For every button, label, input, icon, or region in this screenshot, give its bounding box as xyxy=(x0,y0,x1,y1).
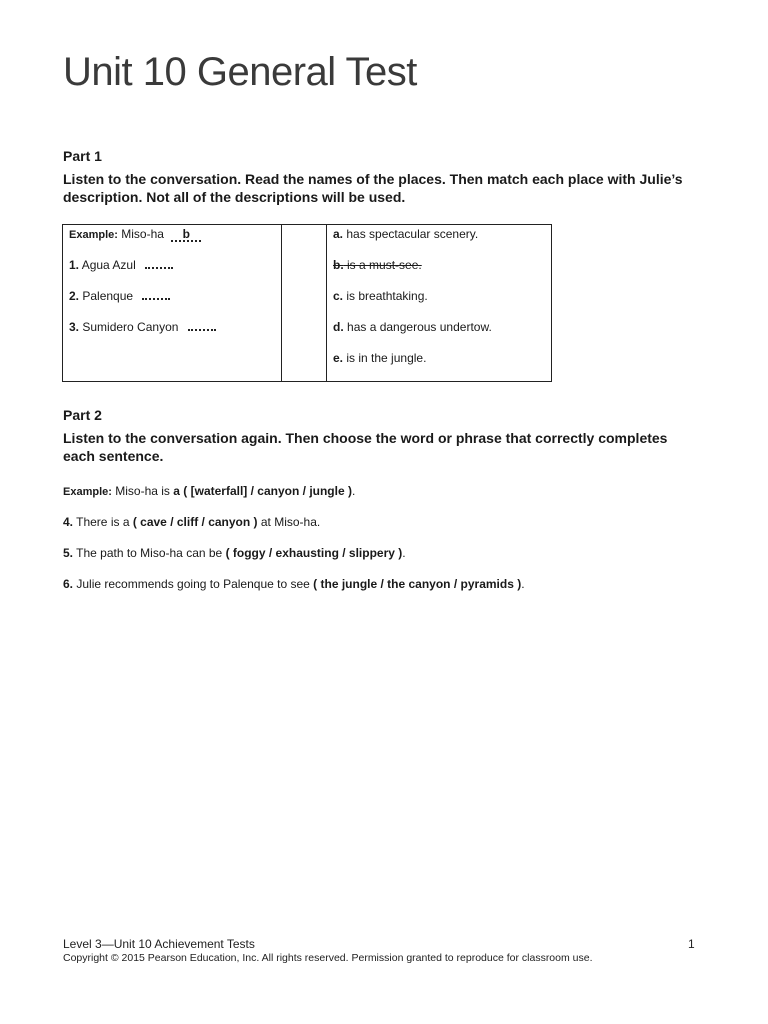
question-number: 5. xyxy=(63,546,74,560)
question-6 xyxy=(63,577,525,591)
answer-blank[interactable] xyxy=(188,319,216,331)
matching-table xyxy=(62,224,552,382)
place-row xyxy=(63,257,281,288)
description-row xyxy=(327,319,551,350)
place-number: 3. xyxy=(69,320,80,334)
place-row xyxy=(63,319,281,350)
example-sentence xyxy=(63,484,355,498)
place-name: Sumidero Canyon xyxy=(82,320,179,334)
description-letter: e. xyxy=(333,351,344,365)
answer-blank[interactable] xyxy=(142,288,170,300)
footer-copyright: Copyright © 2015 Pearson Education, Inc. All rights reserved. Permission granted to reproduce for classroom use. xyxy=(63,952,593,964)
example-label: Example: xyxy=(69,229,118,241)
description-row xyxy=(327,350,551,381)
sentence-end: at Miso-ha. xyxy=(257,515,321,529)
places-column xyxy=(63,225,282,382)
example-answer: b xyxy=(171,228,201,242)
sentence-end: . xyxy=(351,484,356,498)
spacer-column xyxy=(282,225,327,382)
description-letter: c. xyxy=(333,289,344,303)
part2-heading: Part 2 xyxy=(63,407,102,423)
description-text: is breathtaking. xyxy=(346,289,428,303)
description-row-used xyxy=(327,257,551,288)
place-row xyxy=(63,288,281,319)
sentence-text: Miso-ha is xyxy=(111,484,174,498)
sentence-end: . xyxy=(521,577,525,591)
description-text: has spectacular scenery. xyxy=(346,227,479,241)
part2-instructions: Listen to the conversation again. Then choose the word or phrase that correctly completes each sentence. xyxy=(63,430,668,464)
part1-instructions: Listen to the conversation. Read the names of the places. Then match each place with Julie’s description. Not all of the descriptions will be used. xyxy=(63,171,683,205)
description-text: is a must-see. xyxy=(347,258,422,272)
page-title: Unit 10 General Test xyxy=(63,50,417,94)
question-number: 6. xyxy=(63,577,74,591)
description-letter: d. xyxy=(333,320,344,334)
page-number: 1 xyxy=(688,937,695,951)
sentence-end: . xyxy=(402,546,406,560)
example-label: Example: xyxy=(63,486,112,498)
sentence-text: There is a xyxy=(73,515,133,529)
place-number: 1. xyxy=(69,258,80,272)
footer-test-name: Level 3—Unit 10 Achievement Tests xyxy=(63,937,255,951)
description-row xyxy=(327,225,551,257)
part1-heading: Part 1 xyxy=(63,148,102,164)
sentence-choices[interactable]: ( foggy / exhausting / slippery ) xyxy=(225,546,403,560)
question-5 xyxy=(63,546,406,560)
question-4 xyxy=(63,515,320,529)
description-row xyxy=(327,288,551,319)
sentence-choices: a ( [waterfall] / canyon / jungle ) xyxy=(173,484,352,498)
description-text: has a dangerous undertow. xyxy=(347,320,492,334)
example-place: Miso-ha xyxy=(121,227,164,241)
descriptions-column xyxy=(327,225,552,382)
sentence-choices[interactable]: ( the jungle / the canyon / pyramids ) xyxy=(313,577,522,591)
sentence-text: The path to Miso-ha can be xyxy=(73,546,226,560)
sentence-choices[interactable]: ( cave / cliff / canyon ) xyxy=(132,515,258,529)
sentence-text: Julie recommends going to Palenque to see xyxy=(73,577,314,591)
place-number: 2. xyxy=(69,289,80,303)
description-letter: b. xyxy=(333,258,344,272)
place-name: Palenque xyxy=(82,289,134,303)
place-name: Agua Azul xyxy=(81,258,136,272)
example-row xyxy=(63,225,281,257)
answer-blank[interactable] xyxy=(145,257,173,269)
description-text: is in the jungle. xyxy=(346,351,427,365)
description-letter: a. xyxy=(333,227,344,241)
question-number: 4. xyxy=(63,515,74,529)
